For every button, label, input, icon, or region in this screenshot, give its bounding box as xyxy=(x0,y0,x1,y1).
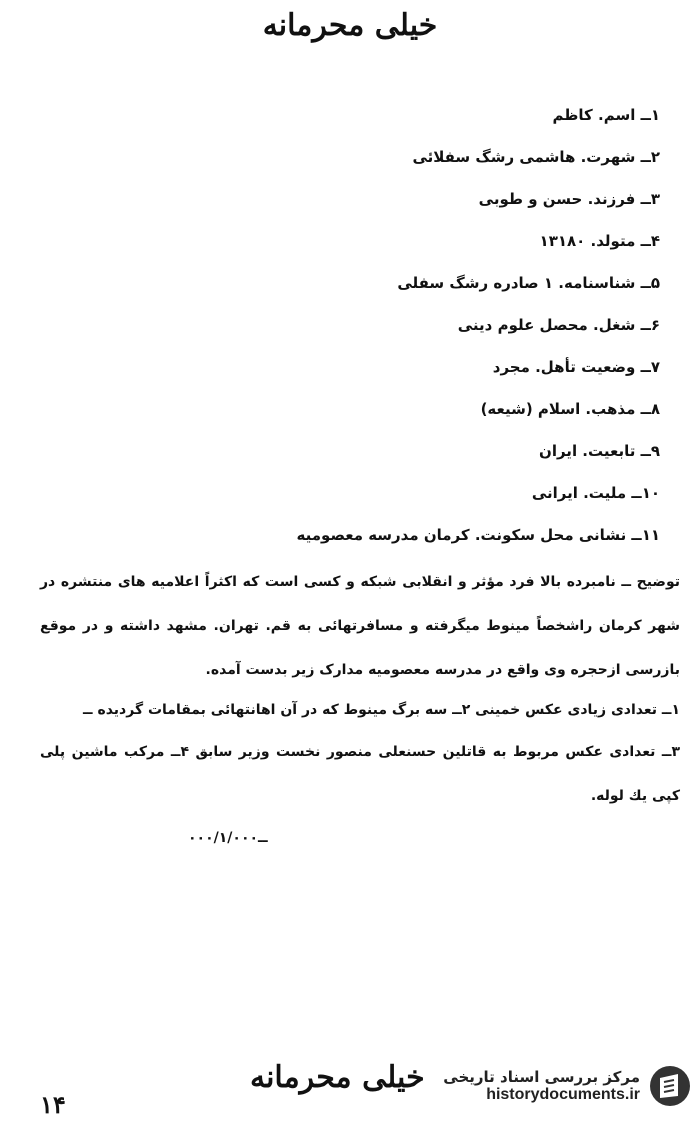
field-citizenship: ۹ــ تابعیت. ایران xyxy=(539,442,660,460)
explanation-paragraph: توضیح ــ نامبرده بالا فرد مؤثر و انقلابی شبکه و کسی است که اکثراً اعلامیه های منتشره در شهر کرمان راشخصاً مینوط میگرفته و مسافرتهائی به قم. تهران. مشهد داشته و در موقع بازرسی ازحجره وی واقع در مدرسه معصومیه مدارک زیر بدست آمده. xyxy=(40,574,680,678)
field-name: ۱ــ اسم. کاظم xyxy=(552,106,660,124)
findings-line-1: ۱ــ تعدادی زیادی عکس خمینی ۲ــ سه برگ مینوط که در آن اهانتهائی بمقامات گردیده ــ xyxy=(83,702,680,718)
field-birth: ۴ــ متولد. ۱۳۱۸۰ xyxy=(539,232,660,250)
field-religion: ۸ــ مذهب. اسلام (شیعه) xyxy=(480,400,660,418)
field-nationality: ۱۰ــ ملیت. ایرانی xyxy=(531,484,660,502)
watermark-name: مرکز بررسی اسناد تاریخی xyxy=(443,1068,640,1086)
field-parents: ۳ــ فرزند. حسن و طوبی xyxy=(478,190,660,208)
field-surname: ۲ــ شهرت. هاشمی رشگ سفلائی xyxy=(412,148,660,166)
field-occupation: ۶ــ شغل. محصل علوم دینی xyxy=(457,316,660,334)
findings-line-2: ۳ــ تعدادی عکس مربوط به قاتلین حسنعلی منصور نخست وزیر سابق ۴ــ مرکب ماشین پلی کپی یك لوله. xyxy=(40,744,680,804)
field-id-card: ۵ــ شناسنامه. ۱ صادره رشگ سفلی xyxy=(397,274,660,292)
field-address: ۱۱ــ نشانی محل سکونت. کرمان مدرسه معصومیه xyxy=(296,526,660,544)
reference-number: ۰۰۰/ــ۱/۰۰۰ xyxy=(188,830,268,846)
page-number: ۱۴ xyxy=(40,1090,66,1119)
watermark-url: historydocuments.ir xyxy=(486,1086,640,1103)
classification-header: خیلی محرمانه xyxy=(262,8,438,43)
archive-watermark xyxy=(412,1060,692,1112)
archive-logo-icon xyxy=(648,1064,692,1108)
field-marital-status: ۷ــ وضعیت تأهل. مجرد xyxy=(492,358,660,376)
classification-footer: خیلی محرمانه xyxy=(250,1060,425,1095)
